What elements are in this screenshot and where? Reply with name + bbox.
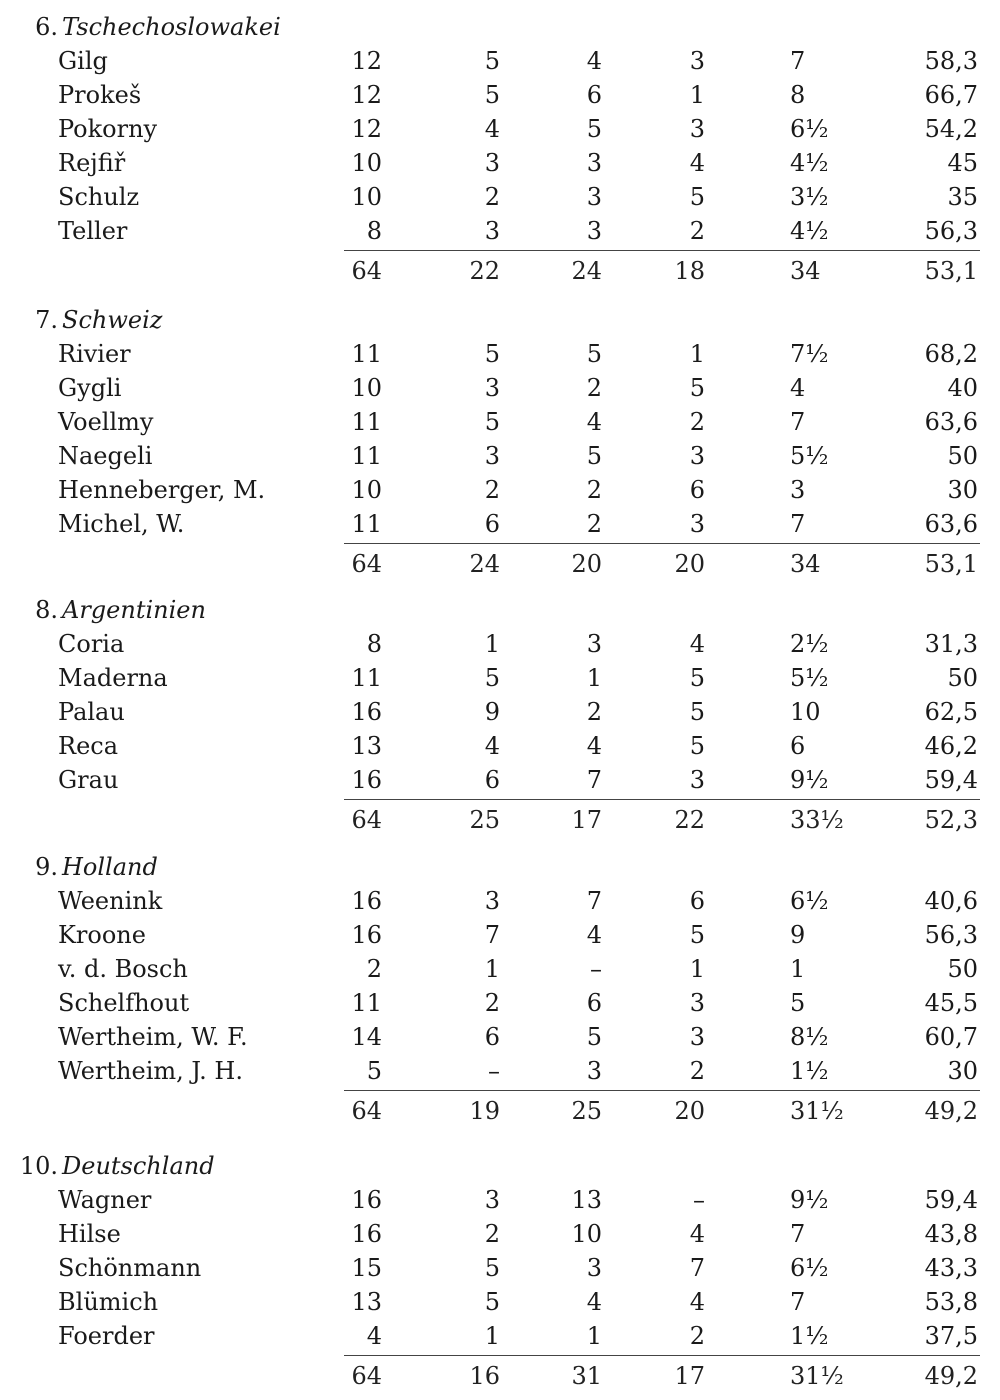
team-total-value: 64: [351, 1097, 382, 1125]
player-name: v. d. Bosch: [58, 955, 188, 983]
team-total-value: 49,2: [924, 1362, 978, 1390]
player-value: 16: [351, 1220, 382, 1248]
player-value: 3: [484, 149, 500, 177]
player-value: 5½: [790, 442, 829, 470]
player-value: 3: [689, 510, 705, 538]
player-value: 3: [484, 1186, 500, 1214]
player-value: 7: [790, 47, 806, 75]
player-value: 8: [366, 630, 382, 658]
player-value: 2: [366, 955, 382, 983]
player-value: 3: [484, 217, 500, 245]
player-name: Michel, W.: [58, 510, 185, 538]
player-value: 1: [484, 955, 500, 983]
player-value: 4: [484, 115, 500, 143]
player-value: 3: [586, 1254, 602, 1282]
player-value: 6½: [790, 887, 829, 915]
player-name: Henneberger, M.: [58, 476, 266, 504]
player-value: 1: [586, 664, 602, 692]
player-value: 13: [571, 1186, 602, 1214]
team-total-value: 18: [674, 257, 705, 285]
player-value: 40,6: [924, 887, 978, 915]
player-row: [0, 1183, 1000, 1217]
player-value: 3: [484, 887, 500, 915]
player-row: [0, 44, 1000, 78]
player-value: 4: [689, 1288, 705, 1316]
player-value: 7: [790, 1288, 806, 1316]
player-row: [0, 1319, 1000, 1353]
player-name: Naegeli: [58, 442, 153, 470]
team-total-row: [0, 803, 1000, 837]
player-value: 4: [689, 149, 705, 177]
total-rule: [344, 250, 980, 251]
team-total-value: 64: [351, 257, 382, 285]
player-row: [0, 627, 1000, 661]
player-name: Teller: [58, 217, 128, 245]
team-rank: 8.: [35, 596, 58, 624]
player-value: 9: [484, 698, 500, 726]
team-total-value: 64: [351, 1362, 382, 1390]
player-value: 6: [484, 510, 500, 538]
player-value: 1: [689, 340, 705, 368]
player-value: 3: [689, 766, 705, 794]
player-row: [0, 146, 1000, 180]
player-value: 5: [790, 989, 806, 1017]
player-value: 53,8: [924, 1288, 978, 1316]
player-name: Pokorny: [58, 115, 158, 143]
player-name: Blümich: [58, 1288, 159, 1316]
player-value: 2: [484, 183, 500, 211]
player-value: 10: [351, 374, 382, 402]
team-total-value: 34: [790, 550, 821, 578]
player-value: 46,2: [924, 732, 978, 760]
player-value: 63,6: [924, 408, 978, 436]
team-heading: [0, 10, 281, 44]
player-row: [0, 439, 1000, 473]
player-value: 1: [790, 955, 806, 983]
player-name: Wertheim, J. H.: [58, 1057, 243, 1085]
player-value: 59,4: [924, 766, 978, 794]
player-value: 50: [947, 664, 978, 692]
player-value: 3½: [790, 183, 829, 211]
team-country: Holland: [62, 853, 158, 881]
team-total-value: 20: [674, 550, 705, 578]
player-value: 2: [689, 1057, 705, 1085]
team-total-value: 22: [674, 806, 705, 834]
player-value: –: [488, 1057, 500, 1085]
player-name: Kroone: [58, 921, 146, 949]
player-value: 11: [351, 442, 382, 470]
player-value: 1: [586, 1322, 602, 1350]
team-total-value: 53,1: [924, 550, 978, 578]
team-country: Argentinien: [62, 596, 206, 624]
player-value: 11: [351, 989, 382, 1017]
player-value: 6: [689, 887, 705, 915]
player-value: 5: [689, 921, 705, 949]
player-value: 3: [689, 115, 705, 143]
player-value: 1: [689, 81, 705, 109]
team-heading: [0, 850, 158, 884]
player-value: 16: [351, 1186, 382, 1214]
player-value: 5: [484, 664, 500, 692]
player-value: 2: [689, 217, 705, 245]
player-name: Foerder: [58, 1322, 155, 1350]
player-value: 3: [586, 1057, 602, 1085]
team-country: Deutschland: [62, 1152, 215, 1180]
player-value: 5: [689, 698, 705, 726]
player-name: Schelfhout: [58, 989, 190, 1017]
player-name: Prokeš: [58, 81, 142, 109]
team-total-value: 34: [790, 257, 821, 285]
team-rank: 10.: [19, 1152, 58, 1180]
player-name: Grau: [58, 766, 119, 794]
player-value: 13: [351, 1288, 382, 1316]
team-total-row: [0, 1359, 1000, 1393]
player-value: 9: [790, 921, 806, 949]
player-value: 15: [351, 1254, 382, 1282]
player-value: 56,3: [924, 921, 978, 949]
player-value: 5: [484, 47, 500, 75]
team-total-value: 31½: [790, 1097, 844, 1125]
player-value: 54,2: [924, 115, 978, 143]
player-value: 2: [484, 476, 500, 504]
player-row: [0, 952, 1000, 986]
player-value: 12: [351, 115, 382, 143]
team-total-row: [0, 254, 1000, 288]
player-value: 43,3: [924, 1254, 978, 1282]
team-total-value: 17: [571, 806, 602, 834]
player-value: 7½: [790, 340, 829, 368]
player-row: [0, 507, 1000, 541]
player-value: 5: [366, 1057, 382, 1085]
player-value: 5: [689, 732, 705, 760]
player-value: 37,5: [924, 1322, 978, 1350]
player-value: 8½: [790, 1023, 829, 1051]
player-row: [0, 1054, 1000, 1088]
team-total-value: 16: [469, 1362, 500, 1390]
player-value: 4: [586, 408, 602, 436]
player-row: [0, 884, 1000, 918]
player-name: Rivier: [58, 340, 131, 368]
team-total-value: 20: [674, 1097, 705, 1125]
player-value: 5: [484, 81, 500, 109]
player-row: [0, 729, 1000, 763]
player-row: [0, 180, 1000, 214]
player-value: 1: [689, 955, 705, 983]
team-total-row: [0, 547, 1000, 581]
player-row: [0, 695, 1000, 729]
player-value: 1½: [790, 1322, 829, 1350]
player-value: 30: [947, 1057, 978, 1085]
team-total-value: 49,2: [924, 1097, 978, 1125]
player-name: Voellmy: [58, 408, 154, 436]
player-value: 16: [351, 921, 382, 949]
team-total-value: 25: [469, 806, 500, 834]
player-value: 3: [484, 374, 500, 402]
player-value: 3: [689, 1023, 705, 1051]
team-country: Schweiz: [62, 306, 163, 334]
player-value: 13: [351, 732, 382, 760]
player-value: –: [590, 955, 602, 983]
player-value: 5: [689, 374, 705, 402]
player-value: 10: [351, 183, 382, 211]
player-value: 2: [586, 476, 602, 504]
player-value: 2: [689, 1322, 705, 1350]
team-total-value: 17: [674, 1362, 705, 1390]
player-value: 31,3: [924, 630, 978, 658]
player-value: 43,8: [924, 1220, 978, 1248]
player-value: 10: [351, 149, 382, 177]
player-row: [0, 918, 1000, 952]
player-value: 3: [586, 217, 602, 245]
player-row: [0, 78, 1000, 112]
player-value: 11: [351, 664, 382, 692]
player-value: 5: [689, 664, 705, 692]
player-value: 10: [351, 476, 382, 504]
team-total-value: 22: [469, 257, 500, 285]
player-value: 2: [484, 1220, 500, 1248]
player-name: Wertheim, W. F.: [58, 1023, 248, 1051]
player-value: 4: [790, 374, 806, 402]
player-value: 3: [484, 442, 500, 470]
player-value: 12: [351, 81, 382, 109]
player-value: 4½: [790, 149, 829, 177]
player-value: 1: [484, 1322, 500, 1350]
player-value: 7: [689, 1254, 705, 1282]
team-total-value: 24: [571, 257, 602, 285]
player-value: 50: [947, 955, 978, 983]
team-heading: [0, 593, 206, 627]
player-value: 40: [947, 374, 978, 402]
player-value: 4: [586, 47, 602, 75]
team-total-row: [0, 1094, 1000, 1128]
player-row: [0, 371, 1000, 405]
player-row: [0, 661, 1000, 695]
player-value: 2½: [790, 630, 829, 658]
total-rule: [344, 799, 980, 800]
player-row: [0, 1285, 1000, 1319]
player-value: 10: [790, 698, 821, 726]
player-value: 4½: [790, 217, 829, 245]
player-value: 59,4: [924, 1186, 978, 1214]
player-value: 3: [586, 149, 602, 177]
player-value: 7: [586, 887, 602, 915]
player-value: 50: [947, 442, 978, 470]
player-name: Coria: [58, 630, 125, 658]
player-value: 3: [586, 630, 602, 658]
player-value: 5: [484, 1288, 500, 1316]
player-value: 2: [586, 374, 602, 402]
player-value: 2: [689, 408, 705, 436]
player-value: 4: [586, 732, 602, 760]
team-rank: 6.: [35, 13, 58, 41]
player-value: 4: [689, 1220, 705, 1248]
player-value: 1: [484, 630, 500, 658]
player-value: 3: [586, 183, 602, 211]
team-total-value: 25: [571, 1097, 602, 1125]
player-row: [0, 1217, 1000, 1251]
player-row: [0, 1020, 1000, 1054]
player-value: 45: [947, 149, 978, 177]
player-value: 9½: [790, 766, 829, 794]
player-value: 8: [790, 81, 806, 109]
team-total-value: 53,1: [924, 257, 978, 285]
player-value: 62,5: [924, 698, 978, 726]
player-value: 4: [586, 1288, 602, 1316]
player-value: 12: [351, 47, 382, 75]
team-total-value: 52,3: [924, 806, 978, 834]
player-value: 4: [586, 921, 602, 949]
player-row: [0, 763, 1000, 797]
player-value: 16: [351, 698, 382, 726]
player-value: 16: [351, 766, 382, 794]
team-country: Tschechoslowakei: [62, 13, 281, 41]
player-value: 63,6: [924, 510, 978, 538]
player-value: 6: [586, 81, 602, 109]
player-value: 6: [689, 476, 705, 504]
player-value: 1½: [790, 1057, 829, 1085]
player-value: 35: [947, 183, 978, 211]
player-name: Maderna: [58, 664, 168, 692]
player-name: Weenink: [58, 887, 163, 915]
player-name: Schönmann: [58, 1254, 202, 1282]
player-value: 4: [366, 1322, 382, 1350]
player-value: 60,7: [924, 1023, 978, 1051]
player-value: 30: [947, 476, 978, 504]
team-total-value: 64: [351, 550, 382, 578]
player-value: 5: [586, 1023, 602, 1051]
team-total-value: 24: [469, 550, 500, 578]
player-name: Wagner: [58, 1186, 152, 1214]
player-value: 5: [484, 340, 500, 368]
player-value: 5: [484, 1254, 500, 1282]
team-total-value: 31: [571, 1362, 602, 1390]
player-value: 3: [790, 476, 806, 504]
player-value: 7: [484, 921, 500, 949]
player-value: 68,2: [924, 340, 978, 368]
player-name: Gygli: [58, 374, 122, 402]
player-value: 5: [484, 408, 500, 436]
total-rule: [344, 1355, 980, 1356]
player-value: 56,3: [924, 217, 978, 245]
player-value: 4: [484, 732, 500, 760]
player-value: 66,7: [924, 81, 978, 109]
player-value: 5: [586, 115, 602, 143]
player-row: [0, 214, 1000, 248]
player-value: 5: [586, 442, 602, 470]
team-heading: [0, 1149, 215, 1183]
player-value: 5: [689, 183, 705, 211]
player-value: 6½: [790, 1254, 829, 1282]
player-value: 7: [790, 510, 806, 538]
team-total-value: 33½: [790, 806, 844, 834]
player-value: 10: [571, 1220, 602, 1248]
player-value: 58,3: [924, 47, 978, 75]
team-total-value: 20: [571, 550, 602, 578]
player-name: Palau: [58, 698, 125, 726]
player-row: [0, 1251, 1000, 1285]
player-row: [0, 337, 1000, 371]
player-value: 6: [484, 1023, 500, 1051]
player-value: 9½: [790, 1186, 829, 1214]
player-value: 7: [586, 766, 602, 794]
player-name: Schulz: [58, 183, 140, 211]
player-value: 45,5: [924, 989, 978, 1017]
team-total-value: 64: [351, 806, 382, 834]
player-value: 7: [790, 1220, 806, 1248]
player-name: Rejfiř: [58, 149, 126, 177]
player-value: 5: [586, 340, 602, 368]
total-rule: [344, 543, 980, 544]
player-row: [0, 112, 1000, 146]
team-rank: 9.: [35, 853, 58, 881]
player-name: Gilg: [58, 47, 108, 75]
player-value: 16: [351, 887, 382, 915]
player-value: 5½: [790, 664, 829, 692]
team-total-value: 19: [469, 1097, 500, 1125]
total-rule: [344, 1090, 980, 1091]
player-value: 6½: [790, 115, 829, 143]
player-value: 7: [790, 408, 806, 436]
player-value: 3: [689, 989, 705, 1017]
player-value: 14: [351, 1023, 382, 1051]
player-value: 11: [351, 510, 382, 538]
player-value: 6: [790, 732, 806, 760]
player-value: 3: [689, 442, 705, 470]
player-row: [0, 405, 1000, 439]
player-value: 2: [586, 698, 602, 726]
player-value: 11: [351, 340, 382, 368]
player-value: 6: [484, 766, 500, 794]
team-total-value: 31½: [790, 1362, 844, 1390]
team-rank: 7.: [35, 306, 58, 334]
player-value: 3: [689, 47, 705, 75]
player-value: 2: [484, 989, 500, 1017]
player-value: 4: [689, 630, 705, 658]
player-name: Hilse: [58, 1220, 121, 1248]
player-value: 2: [586, 510, 602, 538]
team-heading: [0, 303, 162, 337]
player-row: [0, 986, 1000, 1020]
player-value: 8: [366, 217, 382, 245]
player-value: –: [693, 1186, 705, 1214]
player-name: Reca: [58, 732, 119, 760]
player-value: 11: [351, 408, 382, 436]
player-value: 6: [586, 989, 602, 1017]
player-row: [0, 473, 1000, 507]
